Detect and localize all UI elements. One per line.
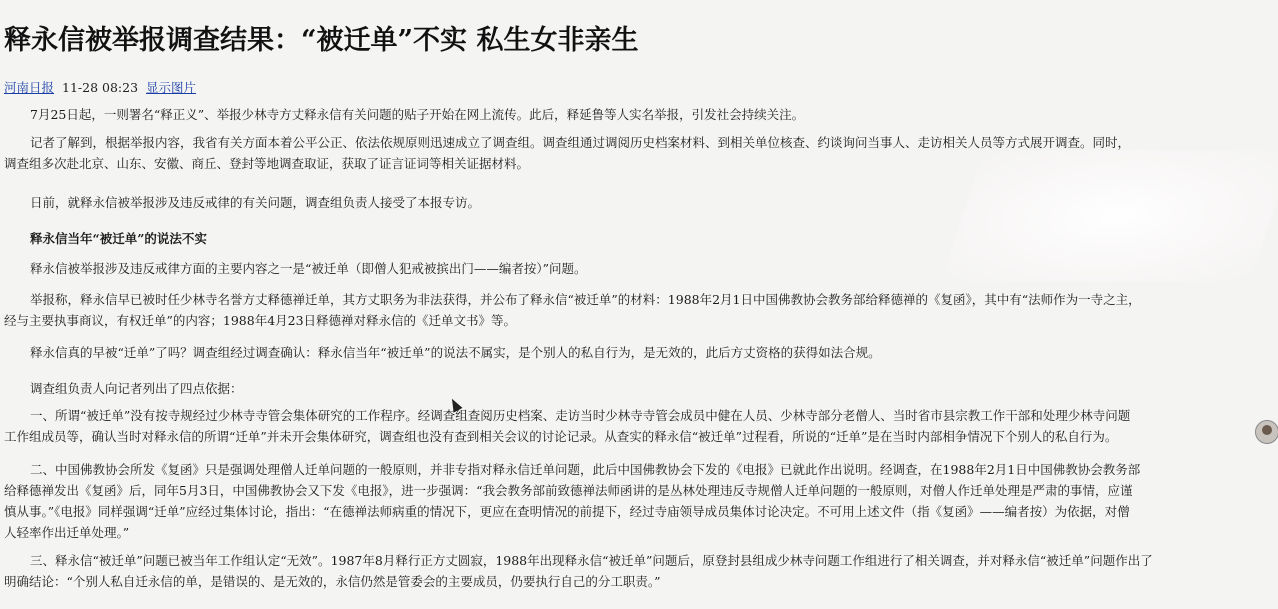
paragraph xyxy=(4,550,1278,592)
paragraph-line: 举报称，释永信早已被时任少林寺名誉方丈释德禅迁单，其方丈职务为非法获得，并公布了释永信“被迁单”的材料：1988年2月1日中国佛教协会教务部给释德禅的《复函》，其中有“法师作为一寺之主， xyxy=(30,292,1141,307)
paragraph xyxy=(4,378,1278,399)
paragraph xyxy=(4,459,1278,543)
paragraph xyxy=(4,289,1278,331)
source-link[interactable]: 河南日报 xyxy=(4,80,55,95)
paragraph-line: 日前，就释永信被举报涉及违反戒律的有关问题，调查组负责人接受了本报专访。 xyxy=(30,195,481,210)
paragraph xyxy=(4,104,1278,125)
paragraph-line: 释永信被举报涉及违反戒律方面的主要内容之一是“被迁单（即僧人犯戒被摈出门——编者按）”问题。 xyxy=(30,261,587,276)
avatar[interactable] xyxy=(1255,420,1278,444)
paragraph xyxy=(4,342,1278,363)
paragraph-line: 释永信真的早被“迁单”了吗？调查组经过调查确认：释永信当年“被迁单”的说法不属实，是个别人的私自行为，是无效的，此后方丈资格的获得如法合规。 xyxy=(30,345,881,360)
paragraph-line: 明确结论：“个别人私自迁永信的单，是错误的、是无效的，永信仍然是管委会的主要成员，仍要执行自己的分工职责。” xyxy=(4,574,661,589)
article-title: 释永信被举报调查结果：“被迁单”不实 私生女非亲生 xyxy=(4,25,639,56)
paragraph-line: 给释德禅发出《复函》后，同年5月3日，中国佛教协会又下发《电报》，进一步强调：“我会教务部前致德禅法师函讲的是丛林处理违反寺规僧人迁单问题的一般原则，对僧人作迁单处理是严肃的事情，应谨 xyxy=(4,483,1133,498)
screen-glare xyxy=(941,150,1278,282)
paragraph-line: 调查组负责人向记者列出了四点依据： xyxy=(30,381,243,396)
show-images-link[interactable]: 显示图片 xyxy=(146,80,197,95)
paragraph-line: 记者了解到，根据举报内容，我省有关方面本着公平公正、依法依规原则迅速成立了调查组。调查组通过调阅历史档案材料、到相关单位核查、约谈询问当事人、走访相关人员等方式展开调查。同时， xyxy=(30,135,1131,150)
article-meta xyxy=(4,78,196,96)
paragraph-line: 三、释永信“被迁单”问题已被当年工作组认定“无效”。1987年8月释行正方丈圆寂，1988年出现释永信“被迁单”问题后，原登封县组成少林寺问题工作组进行了相关调查，并对释永信“被迁单”问题作出了 xyxy=(30,553,1153,568)
paragraph-line: 二、中国佛教协会所发《复函》只是强调处理僧人迁单问题的一般原则，并非专指对释永信迁单问题，此后中国佛教协会下发的《电报》已就此作出说明。经调查，在1988年2月1日中国佛教协会教务部 xyxy=(30,462,1141,477)
paragraph-line: 一、所谓“被迁单”没有按寺规经过少林寺寺管会集体研究的工作程序。经调查组查阅历史档案、走访当时少林寺寺管会成员中健在人员、少林寺部分老僧人、当时省市县宗教工作干部和处理少林寺问题 xyxy=(30,408,1131,423)
paragraph-line: 工作组成员等，确认当时对释永信的所谓“迁单”并未开会集体研究，调查组也没有查到相关会议的讨论记录。从查实的释永信“被迁单”过程看，所说的“迁单”是在当时内部相争情况下个别人的私自行为。 xyxy=(4,429,1118,444)
paragraph-line: 7月25日起，一则署名“释正义”、举报少林寺方丈释永信有关问题的贴子开始在网上流传。此后，释延鲁等人实名举报，引发社会持续关注。 xyxy=(30,107,805,122)
paragraph xyxy=(4,405,1278,447)
paragraph-line: 释永信当年“被迁单”的说法不实 xyxy=(30,231,207,246)
paragraph-line: 慎从事。”《电报》同样强调“迁单”应经过集体讨论，指出：“在德禅法师病重的情况下，更应在查明情况的前提下，经过寺庙领导成员集体讨论决定。不可用上述文件（指《复函》——编者按）为依据，对僧 xyxy=(4,504,1130,519)
paragraph-line: 经与主要执事商议，有权迁单”的内容；1988年4月23日释德禅对释永信的《迁单文书》等。 xyxy=(4,313,517,328)
paragraph-line: 人轻率作出迁单处理。” xyxy=(4,525,130,540)
publish-time: 11-28 08:23 xyxy=(62,80,139,95)
paragraph-line: 调查组多次赴北京、山东、安徽、商丘、登封等地调查取证，获取了证言证词等相关证据材料。 xyxy=(4,156,530,171)
